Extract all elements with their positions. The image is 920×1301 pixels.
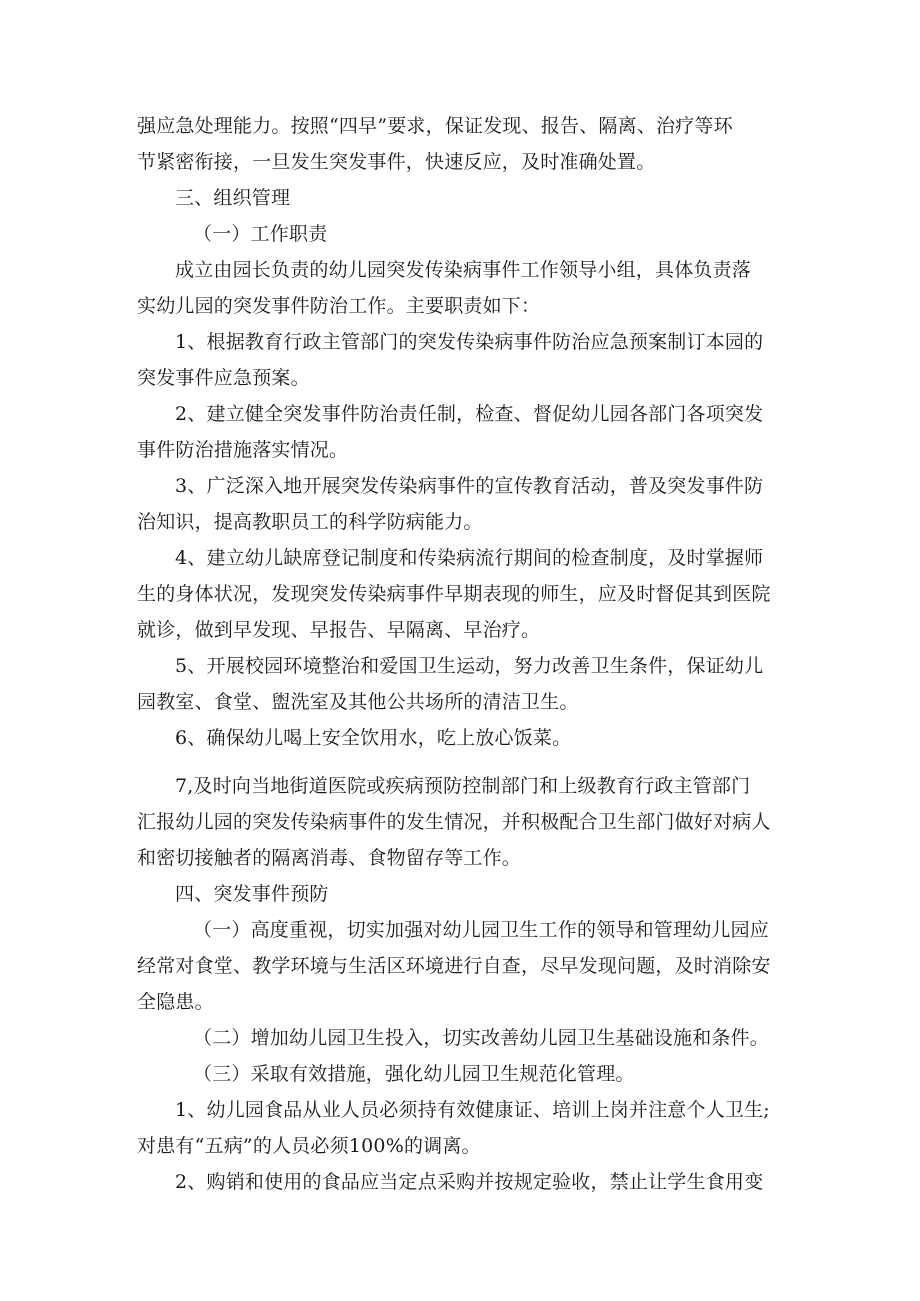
text-line: 全隐患。: [137, 991, 214, 1013]
text-line: 2、购销和使用的食品应当定点采购并按规定验收，禁止让学生食用变: [175, 1171, 764, 1193]
text-line: 生的身体状况，发现突发传染病事件早期表现的师生，应及时督促其到医院: [137, 583, 771, 605]
list-item: [137, 768, 793, 876]
text-line: 实幼儿园的突发事件防治工作。主要职责如下：: [137, 295, 541, 317]
text-line: 1、幼儿园食品从业人员必须持有效健康证、培训上岗并注意个人卫生;: [175, 1099, 770, 1121]
text-line: 2、建立健全突发事件防治责任制，检查、督促幼儿园各部门各项突发: [175, 403, 764, 425]
text-line: 成立由园长负责的幼儿园突发传染病事件工作领导小组，具体负责落: [175, 259, 752, 281]
text-line: 4、建立幼儿缺席登记制度和传染病流行期间的检查制度，及时掌握师: [175, 547, 764, 569]
document-page: [137, 108, 793, 1200]
paragraph: [137, 252, 793, 324]
text-line: （一）高度重视，切实加强对幼儿园卫生工作的领导和管理幼儿园应: [193, 919, 770, 941]
section-heading: 三、组织管理: [175, 187, 291, 209]
list-item: [137, 540, 793, 648]
text-line: 治知识，提高教职员工的科学防病能力。: [137, 511, 483, 533]
list-item: [137, 324, 793, 396]
text-line: 强应急处理能力。按照“四早”要求，保证发现、报告、隔离、治疗等环: [137, 115, 733, 137]
list-item: [137, 1164, 793, 1200]
section-heading: 四、突发事件预防: [175, 883, 329, 905]
list-item: [137, 648, 793, 720]
text-line: 1、根据教育行政主管部门的突发传染病事件防治应急预案制订本园的: [175, 331, 764, 353]
paragraph: [137, 108, 793, 180]
paragraph: [137, 912, 793, 1020]
list-item: [137, 396, 793, 468]
text-line: 6、确保幼儿喝上安全饮用水，吃上放心饭菜。: [175, 727, 572, 749]
text-line: （三）采取有效措施，强化幼儿园卫生规范化管理。: [193, 1063, 635, 1085]
text-line: 就诊，做到早发现、早报告、早隔离、早治疗。: [137, 619, 541, 641]
list-item: [137, 468, 793, 540]
text-line: 事件防治措施落实情况。: [137, 439, 349, 461]
text-line: 园教室、食堂、盥洗室及其他公共场所的清洁卫生。: [137, 691, 579, 713]
text-line: 和密切接触者的隔离消毒、食物留存等工作。: [137, 847, 522, 869]
subsection-heading: （一）工作职责: [193, 223, 328, 245]
text-line: 突发事件应急预案。: [137, 367, 310, 389]
paragraph-gap: [137, 756, 793, 768]
text-line: 节紧密衔接，一旦发生突发事件，快速反应，及时准确处置。: [137, 151, 656, 173]
paragraph: [137, 1056, 793, 1092]
text-line: （二）增加幼儿园卫生投入，切实改善幼儿园卫生基础设施和条件。: [193, 1027, 770, 1049]
text-line: 3、广泛深入地开展突发传染病事件的宣传教育活动，普及突发事件防: [175, 475, 764, 497]
text-line: 对患有“五病”的人员必须100%的调离。: [137, 1135, 481, 1157]
text-line: 5、开展校园环境整治和爱国卫生运动，努力改善卫生条件，保证幼儿: [175, 655, 764, 677]
paragraph: [137, 1020, 793, 1056]
text-line: 经常对食堂、教学环境与生活区环境进行自查，尽早发现问题，及时消除安: [137, 955, 771, 977]
list-item: [137, 1092, 793, 1164]
text-line: 汇报幼儿园的突发传染病事件的发生情况，并积极配合卫生部门做好对病人: [137, 811, 771, 833]
list-item: [137, 720, 793, 756]
text-line: 7,及时向当地街道医院或疾病预防控制部门和上级教育行政主管部门: [175, 775, 751, 797]
